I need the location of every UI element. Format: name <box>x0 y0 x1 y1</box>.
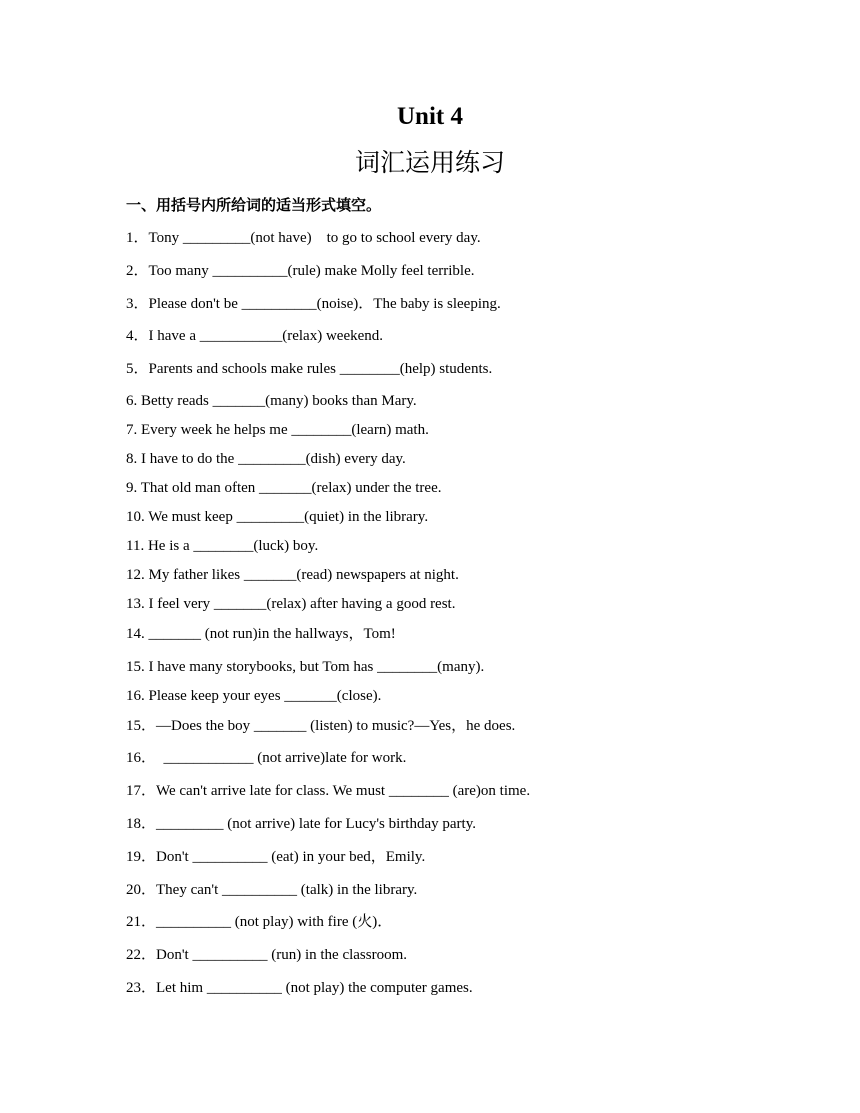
question-item <box>126 565 459 585</box>
question-text-after: (quiet) in the library. <box>304 509 429 525</box>
question-text-after: (read) newspapers at night. <box>296 567 459 583</box>
question-number: 19． <box>126 849 157 865</box>
question-text-before: Don't <box>156 849 193 865</box>
answer-blank[interactable]: _______ <box>253 718 307 734</box>
answer-blank[interactable]: __________ <box>192 849 268 865</box>
question-text-after: (run) in the classroom. <box>267 947 408 963</box>
question-text-before: We must keep <box>148 509 237 525</box>
question-text-before: Too many <box>148 263 213 279</box>
answer-blank[interactable]: _______ <box>243 567 297 583</box>
question-text-after: (learn) math. <box>351 422 429 438</box>
question-item <box>126 624 396 644</box>
question-number: 16. <box>126 688 149 704</box>
question-item <box>126 657 484 677</box>
answer-blank[interactable]: __________ <box>212 263 288 279</box>
question-item <box>126 359 492 379</box>
question-item <box>126 294 501 314</box>
answer-blank[interactable]: _______ <box>212 393 266 409</box>
question-item <box>126 814 476 834</box>
question-number: 2． <box>126 263 149 279</box>
question-item <box>126 686 381 706</box>
question-text-before: Let him <box>156 980 207 996</box>
answer-blank[interactable]: ________ <box>388 783 449 799</box>
question-text-before: We can't arrive late for class. We must <box>156 783 389 799</box>
question-text-after: (not arrive) late for Lucy's birthday party. <box>223 816 476 832</box>
answer-blank[interactable]: _______ <box>148 626 201 642</box>
question-number: 23． <box>126 980 157 996</box>
question-text-before: He is a <box>147 538 194 554</box>
question-item <box>126 391 417 411</box>
question-text-before: Every week he helps me <box>141 422 292 438</box>
question-number: 18． <box>126 816 157 832</box>
question-text-after: (talk) in the library. <box>297 882 418 898</box>
question-text-after: (rule) make Molly feel terrible. <box>287 263 475 279</box>
question-item <box>126 420 429 440</box>
question-number: 13. <box>126 596 149 612</box>
question-number: 21． <box>126 914 157 930</box>
question-item <box>126 978 473 998</box>
question-text-after: (relax) after having a good rest. <box>266 596 456 612</box>
question-number: 20． <box>126 882 157 898</box>
unit-title: Unit 4 <box>397 103 463 130</box>
answer-blank[interactable]: ___________ <box>199 328 283 344</box>
question-text-before: They can't <box>156 882 223 898</box>
question-text-after: (relax) weekend. <box>282 328 384 344</box>
question-item <box>126 326 383 346</box>
question-number: 16． <box>126 750 157 766</box>
question-text-after: (not arrive)late for work. <box>253 750 407 766</box>
question-item <box>126 449 406 469</box>
answer-blank[interactable]: __________ <box>222 882 298 898</box>
question-number: 5． <box>126 361 149 377</box>
question-number: 9. <box>126 480 141 496</box>
question-item <box>126 594 455 614</box>
question-number: 11. <box>126 538 148 554</box>
question-text-before: Please keep your eyes <box>148 688 285 704</box>
question-item <box>126 748 406 768</box>
question-number: 17． <box>126 783 157 799</box>
question-item <box>126 880 417 900</box>
answer-blank[interactable]: __________ <box>192 947 268 963</box>
question-text-before: I have a <box>148 328 200 344</box>
question-text-before: Betty reads <box>141 393 213 409</box>
question-item <box>126 507 428 527</box>
answer-blank[interactable]: ____________ <box>163 750 254 766</box>
answer-blank[interactable]: _________ <box>182 230 251 246</box>
question-text-after: (many) books than Mary. <box>265 393 417 409</box>
question-text-after: (not have) to go to school every day. <box>250 230 481 246</box>
answer-blank[interactable]: __________ <box>206 980 282 996</box>
question-number: 14. <box>126 626 149 642</box>
question-number: 7. <box>126 422 141 438</box>
question-text-after: (not play) the computer games. <box>281 980 473 996</box>
question-text-after: (eat) in your bed，Emily. <box>267 849 426 865</box>
answer-blank[interactable]: __________ <box>156 914 232 930</box>
question-item <box>126 261 474 281</box>
question-item <box>126 781 530 801</box>
answer-blank[interactable]: _______ <box>213 596 267 612</box>
question-text-before: I have many storybooks, but Tom has <box>148 659 378 675</box>
question-item <box>126 847 425 867</box>
question-item <box>126 716 515 736</box>
question-text-before: Please don't be <box>148 296 242 312</box>
worksheet-title: 词汇运用练习 <box>354 148 505 177</box>
question-number: 10. <box>126 509 149 525</box>
section-heading: 一、用括号内所给词的适当形式填空。 <box>126 196 382 214</box>
answer-blank[interactable]: __________ <box>241 296 317 312</box>
question-item <box>126 228 481 248</box>
question-text-after: (listen) to music?—Yes，he does. <box>306 718 516 734</box>
answer-blank[interactable]: _______ <box>284 688 337 704</box>
question-item <box>126 536 318 556</box>
question-text-before: Tony <box>148 230 183 246</box>
question-text-after: (dish) every day. <box>305 451 406 467</box>
question-text-after: (close). <box>336 688 382 704</box>
question-number: 4． <box>126 328 149 344</box>
question-text-after: (not run)in the hallways，Tom! <box>201 626 396 642</box>
question-text-before: Parents and schools make rules <box>148 361 340 377</box>
question-text-before <box>156 750 164 766</box>
answer-blank[interactable]: _______ <box>259 480 312 496</box>
question-text-before: That old man often <box>140 480 260 496</box>
answer-blank[interactable]: ________ <box>193 538 254 554</box>
answer-blank[interactable]: ________ <box>377 659 438 675</box>
question-number: 3． <box>126 296 149 312</box>
question-number: 22． <box>126 947 157 963</box>
question-number: 15． <box>126 718 157 734</box>
answer-blank[interactable]: _________ <box>236 509 305 525</box>
question-text-before: I feel very <box>148 596 214 612</box>
question-item <box>126 945 407 965</box>
question-item <box>126 912 392 932</box>
question-text-after: (relax) under the tree. <box>311 480 442 496</box>
question-item <box>126 478 441 498</box>
question-text-after: (many). <box>437 659 485 675</box>
question-text-before: I have to do the <box>141 451 239 467</box>
question-text-after: (noise)．The baby is sleeping. <box>316 296 501 312</box>
question-number: 8. <box>126 451 141 467</box>
question-number: 6. <box>126 393 141 409</box>
question-text-after: (help) students. <box>399 361 493 377</box>
question-number: 1． <box>126 230 149 246</box>
question-text-after: (not play) with fire (火)． <box>231 914 393 930</box>
answer-blank[interactable]: ________ <box>339 361 400 377</box>
question-text-before: —Does the boy <box>156 718 254 734</box>
answer-blank[interactable]: _________ <box>156 816 224 832</box>
question-text-before: My father likes <box>148 567 244 583</box>
answer-blank[interactable]: _________ <box>238 451 306 467</box>
answer-blank[interactable]: ________ <box>291 422 352 438</box>
question-text-after: (are)on time. <box>448 783 531 799</box>
question-text-before: Don't <box>156 947 193 963</box>
question-text-after: (luck) boy. <box>253 538 319 554</box>
question-number: 12. <box>126 567 149 583</box>
question-number: 15. <box>126 659 149 675</box>
